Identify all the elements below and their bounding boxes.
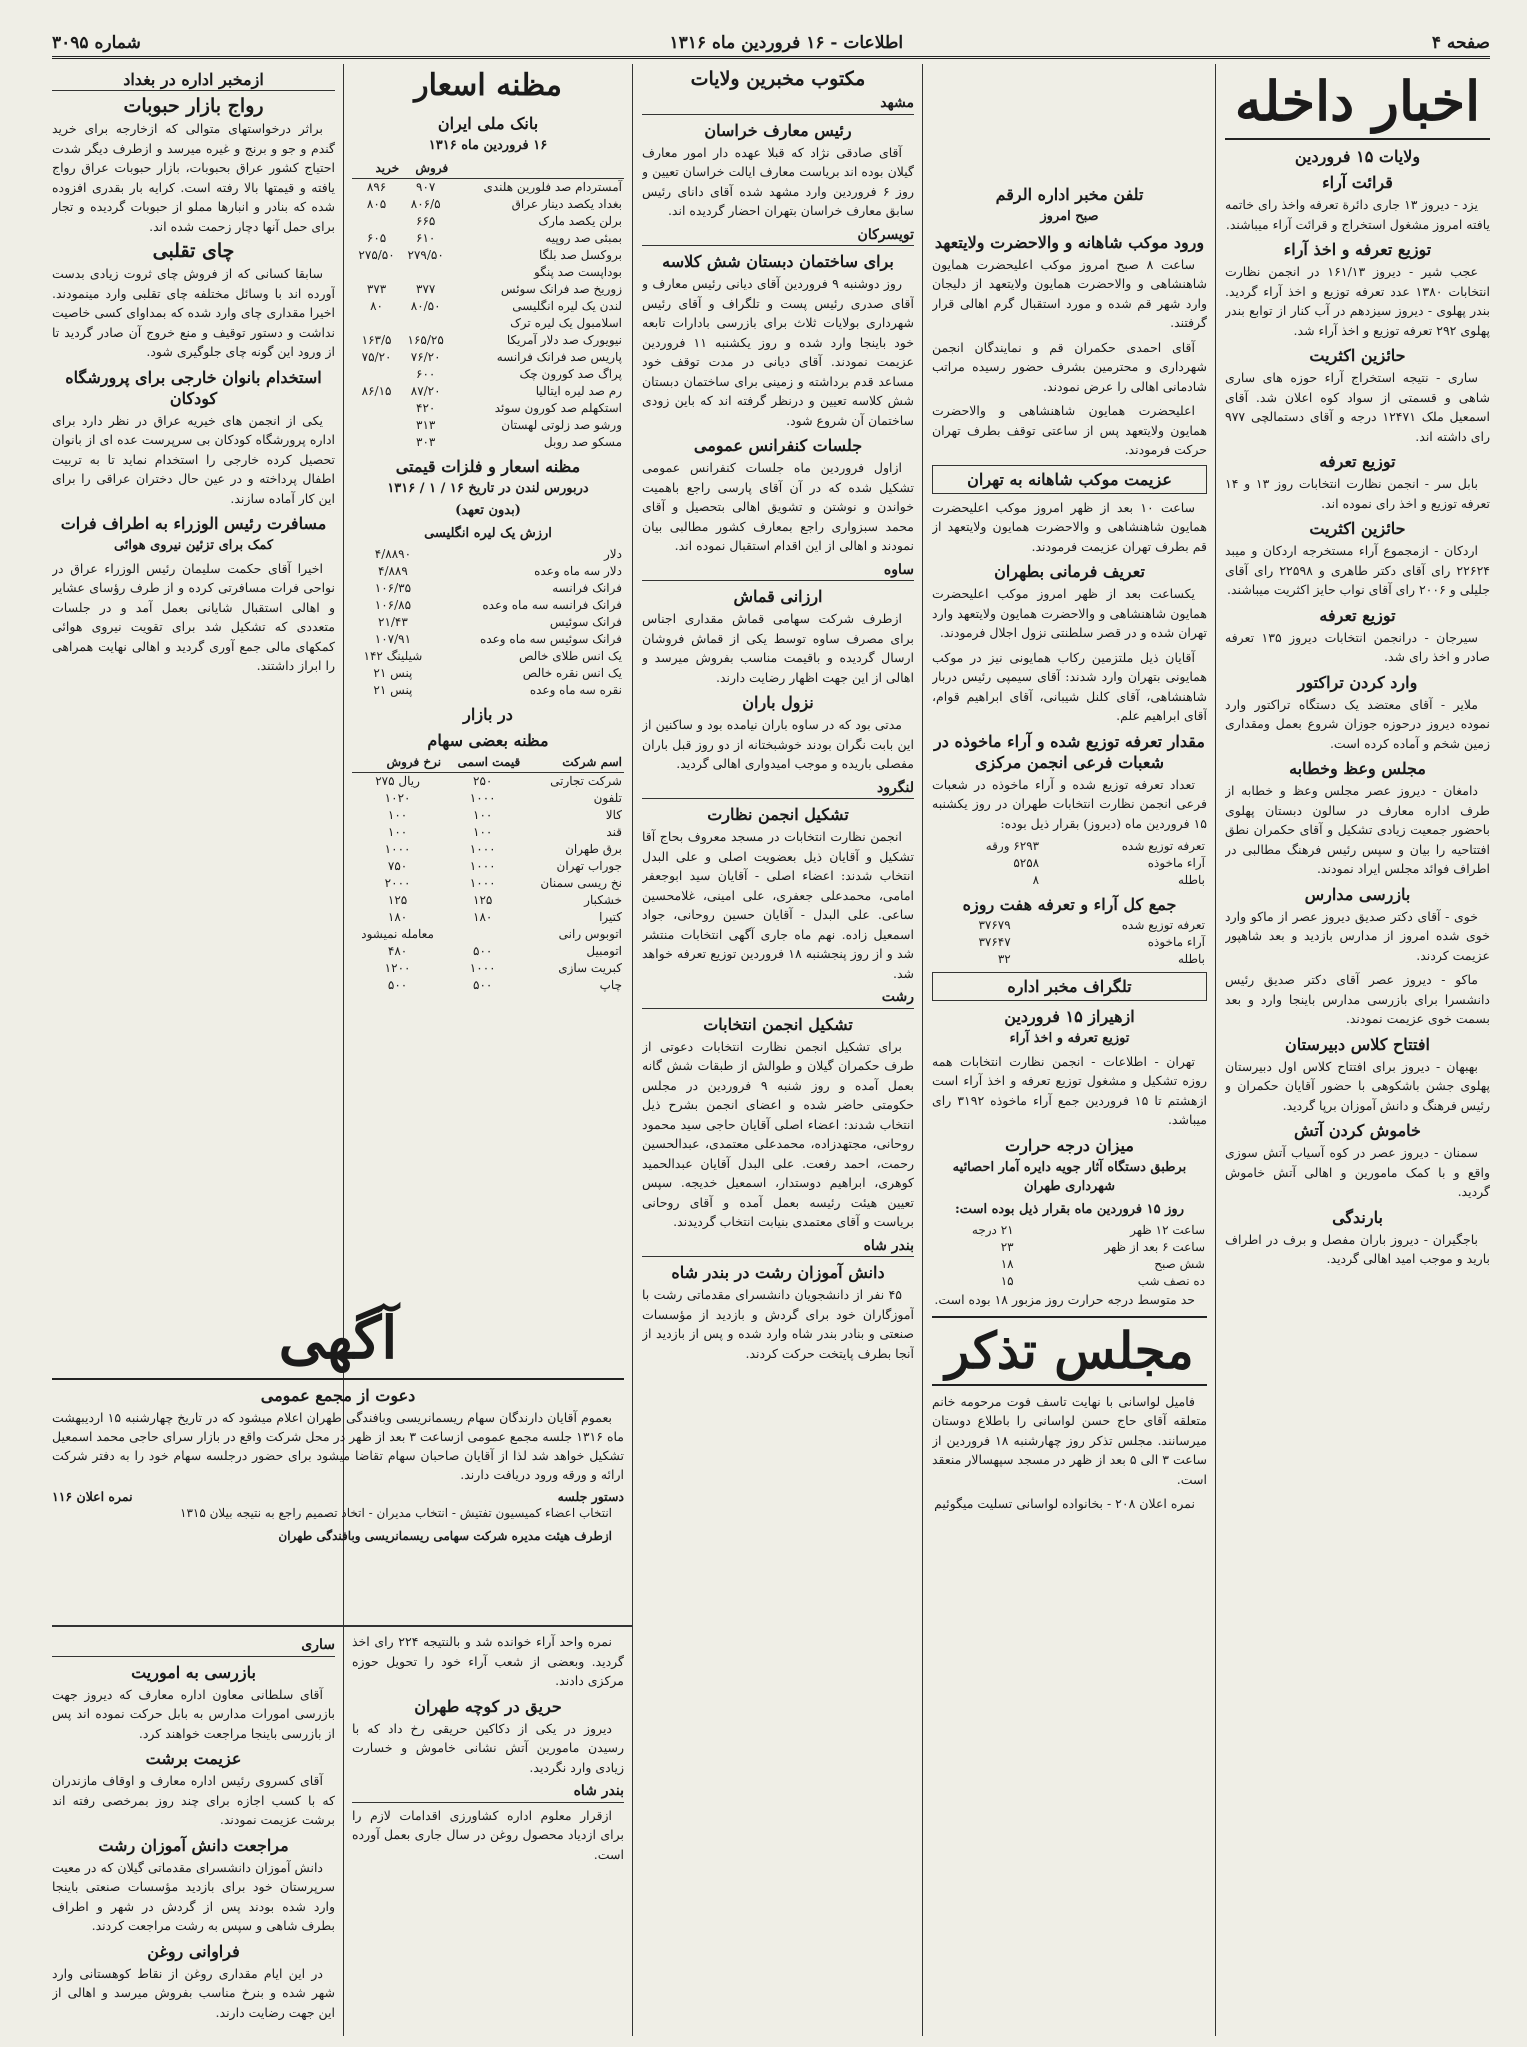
table-row: دلار سه ماه وعده ۴/۸۸۹ xyxy=(378,564,622,578)
table-header-row: اسم شرکت قیمت اسمی نرخ فروش xyxy=(352,753,624,773)
article-text: ۴۵ نفر از دانشجویان دانشسرای مقدماتی رشت با آموزگاران خود برای گردش و بازدید از مؤسسات صنعتی و بنادر بندر شاه وارد شده و پس از بازدید از آنجا بطرف پایتخت حرکت کردند. xyxy=(642,1287,914,1361)
table-row: باطله ۳۲ xyxy=(997,952,1205,966)
article-heading: خاموش کردن آتش xyxy=(1294,1121,1421,1140)
article-text: باجگیران - دیروز باران مفصل و برف در اطراف بارید و موجب امید اهالی گردید. xyxy=(1225,1231,1490,1266)
table-row: کالا ۱۰۰ ۱۰۰ xyxy=(387,808,622,822)
table-row: تعرفه توزیع شده ۳۷۶۷۹ xyxy=(978,918,1205,932)
article-text: آقای صادقی نژاد که قبلا عهده دار امور معارف گیلان بوده اند بریاست معارف ایالت خراسان تعیین و روز ۶ فروردین وارد مشهد شده آقای دانای رئیس سابق معارف خراسان بتهران احضار گردیده اند. xyxy=(642,144,914,218)
article-heading: چای تقلبی xyxy=(152,240,235,262)
column-divider xyxy=(343,1625,344,2036)
temperature-table xyxy=(932,1222,1207,1290)
article-heading: تشکیل انجمن نظارت xyxy=(707,805,849,824)
agenda-row xyxy=(52,1489,624,1504)
article-text: ازقرار معلوم اداره کشاورزی اقدامات لازم را برای ازدیاد محصول روغن در سال جاری بعمل آورده است. xyxy=(352,1807,624,1862)
table-row: چاپ ۵۰۰ ۵۰۰ xyxy=(387,978,622,992)
article-text: ماکو - دیروز عصر آقای دکتر صدیق رئیس دانشسرا برای بازرسی مدارس باینجا وارد و بعد بسمت خوی عزیمت نمودند. xyxy=(1225,972,1490,1026)
article-text: ساری - نتیجه استخراج آراء حوزه های ساری شاهی و قسمتی از سواد کوه اعلان شد. آقای اسمعیل ملک ۱۲۴۷۱ درجه و آقای دستمالچی ۹۷۷ رای داشته اند. xyxy=(1225,370,1490,444)
phone-report-subheading: صبح امروز xyxy=(1040,209,1099,224)
table-row: فرانک فرانسه سه ماه وعده ۱۰۶/۸۵ xyxy=(374,598,622,612)
domestic-news-column xyxy=(1225,64,1490,2036)
article-subheading: برطبق دستگاه آثار جویه دایره آمار احصائیه شهرداری طهران xyxy=(952,1159,1187,1194)
table-row: تعرفه توزیع شده ۶۲۹۳ ورقه xyxy=(985,839,1205,853)
article-heading: عزیمت موکب شاهانه به تهران xyxy=(932,465,1207,494)
table-row: باطله ۸ xyxy=(1032,873,1205,887)
section-divider xyxy=(52,1625,632,1627)
article-text: آقای کسروی رئیس اداره معارف و اوقاف مازندران که با کسب اجازه برای چند روز بمرخصی رفته اند برشت عزیمت نمودند. xyxy=(52,1773,335,1827)
phone-report-heading: تلفن مخبر اداره الرقم xyxy=(995,185,1144,204)
column-divider xyxy=(922,64,923,2036)
table-row: تلفون ۱۰۰۰ ۱۰۲۰ xyxy=(384,791,622,805)
article-text: یکساعت بعد از ظهر امروز موکب اعلیحضرت همایون شاهنشاهی و والاحضرت همایون ولایتعهد وارد تهران شده و در قصر سلطنتی نزول اجلال فرمودند. xyxy=(932,586,1207,640)
article-heading: قرائت آراء xyxy=(1322,173,1393,192)
article-heading: رئیس معارف خراسان xyxy=(704,120,852,140)
article-text: بابل سر - انجمن نظارت انتخابات روز ۱۳ و ۱۴ تعرفه توزیع و اخذ رای نموده اند. xyxy=(1225,476,1490,511)
column-divider xyxy=(1215,64,1216,2036)
page-title: اطلاعات - ۱۶ فروردین ماه ۱۳۱۶ xyxy=(669,33,904,53)
article-text: ساعت ۸ صبح امروز موکب اعلیحضرت همایون شاهنشاهی و والاحضرت همایون ولایتعهد از دلیجان وارد شهر قم شده و مورد استقبال گرم اهالی قرار گرفتند. xyxy=(932,256,1207,330)
table-row: قند ۱۰۰ ۱۰۰ xyxy=(387,825,622,839)
city-label: ساوه xyxy=(642,561,914,582)
article-heading: افتتاح کلاس دبیرستان xyxy=(1285,1034,1430,1054)
table-row: اسلامبول یک لیره ترک xyxy=(510,315,622,330)
memorial-text: فامیل لواسانی با نهایت تاسف فوت مرحومه خانم متعلقه آقای حاج حسن لواسانی را باطلاع دوستان میرسانند. مجلس تذکر روز چهارشنبه ۱۸ فروردین از ساعت ۳ الی ۵ بعد از ظهر در مسجد سپهسالار منعقد است. xyxy=(932,1393,1207,1487)
article-text: آقای سلطانی معاون اداره معارف که دیروز جهت بازرسی امورات مدارس به بابل حرکت نموده اند پس از بازرسی باینجا مراجعت خواهند کرد. xyxy=(52,1686,335,1741)
article-heading: برای ساختمان دبستان شش کلاسه xyxy=(662,252,894,271)
article-text: دیروز در یکی از دکاکین حریقی رخ داد که با رسیدن مامورین آتش نشانی خاموش و خسارت زیادی وارد نگردید. xyxy=(352,1720,624,1775)
table-row: ساعت ۱۲ ظهر ۲۱ درجه xyxy=(971,1223,1205,1237)
agenda-text: انتخاب اعضاء کمیسیون تفتیش - انتخاب مدیران - اتخاذ تصمیم راجع به نتیجه بیلان ۱۳۱۵ xyxy=(180,1506,612,1520)
table-row: ده نصف شب ۱۵ xyxy=(1000,1274,1205,1288)
table-row: آراء ماخوذه ۵۲۵۸ xyxy=(1013,856,1205,870)
article-heading: ارزانی قماش xyxy=(733,587,823,606)
table-row: ورشو صد زلوتی لهستان ۳۱۳ xyxy=(416,417,622,432)
article-text: حد متوسط درجه حرارت روز مزبور ۱۸ بوده است. xyxy=(934,1292,1195,1307)
page-number: صفحه ۴ xyxy=(1431,33,1490,53)
table-row: جوراب تهران ۱۰۰۰ ۷۵۰ xyxy=(387,859,622,873)
article-heading: بازرسی به اموریت xyxy=(131,1662,256,1682)
table-row: کتیرا ۱۸۰ ۱۸۰ xyxy=(387,910,622,924)
table-row: بوداپست صد پنگو xyxy=(534,264,622,279)
domestic-news-banner: اخبار داخله xyxy=(1225,64,1490,140)
article-heading: رواج بازار حبوبات xyxy=(123,95,264,117)
article-heading: توزیع تعرفه xyxy=(1319,452,1396,471)
article-heading: دانش آموزان رشت در بندر شاه xyxy=(671,1263,885,1282)
table-row: فرانک سوئیس ۲۱/۴۳ xyxy=(378,615,622,629)
article-heading: فراوانی روغن xyxy=(147,1941,240,1961)
city-label: لنگرود xyxy=(642,779,914,800)
table-row: یک انس طلای خالص ۱۴۲ شیلینگ xyxy=(363,649,622,663)
article-text: سیرجان - درانجمن انتخابات دیروز ۱۳۵ تعرفه صادر و اخذ رای شد. xyxy=(1225,629,1490,664)
table-row: فرانک فرانسه ۱۰۶/۳۵ xyxy=(374,581,622,595)
rates-date: ۱۶ فروردین ماه ۱۳۱۶ xyxy=(428,138,548,153)
table-row: دلار ۴/۸۸۹۰ xyxy=(374,547,622,561)
provincial-correspondents-banner: مکتوب مخبرین ولایات xyxy=(690,68,866,90)
article-heading: عزیمت برشت xyxy=(145,1749,242,1768)
table-row: یک انس نقره خالص ۲۱ پنس xyxy=(373,666,622,680)
table-row: نخ ریسی سمنان ۱۰۰۰ ۲۰۰۰ xyxy=(384,876,622,890)
table-row: رم صد لیره ایتالیا ۸۷/۲۰ ۸۶/۱۵ xyxy=(361,383,622,398)
table-row: آمستردام صد فلورین هلندی ۹۰۷ ۸۹۶ xyxy=(366,179,622,194)
article-heading: استخدام بانوان خارجی برای پرورشگاه کودکان xyxy=(65,367,322,408)
article-heading: حائزین اکثریت xyxy=(1309,346,1406,365)
article-heading: حائزین اکثریت xyxy=(1309,519,1406,538)
article-text: یزد - دیروز ۱۳ جاری دائرة تعرفه واخذ رای خاتمه یافته امروز مشغول استخراج و قرائت آراء میباشند. xyxy=(1225,197,1490,232)
metals-subheading: دربورس لندن در تاریخ ۱۶ / ۱ / ۱۳۱۶ xyxy=(387,480,589,496)
article-heading: تعریف فرمانی بطهران xyxy=(994,562,1145,581)
city-label: تویسرکان xyxy=(642,226,914,247)
table-row: ساعت ۶ بعد از ظهر ۲۳ xyxy=(1000,1240,1205,1254)
royal-news-column xyxy=(932,64,1207,2036)
article-text: ساعت ۱۰ بعد از ظهر امروز موکب اعلیحضرت همایون شاهنشاهی و والاحضرت همایون ولایتعهد از قم بطرف تهران عزیمت فرمودند. xyxy=(932,499,1207,554)
table-row: نقره سه ماه وعده ۲۱ پنس xyxy=(373,683,622,697)
advertisement-text: بعموم آقایان دارندگان سهام ریسمانریسی وبافندگی طهران اعلام میشود که در تاریخ چهارشنبه ۱۵ اردیبهشت ماه ۱۳۱۶ جلسه مجمع عمومی ازساعت ۳ بعد از ظهر در محل شرکت واقع در بازار سرای حاجی محمد اسمعیل تشکیل خواهد شد لذا از آقایان صاحبان سهام تقاضا میشود برای حضور درجلسه سهام خود را به دفتر شرکت ارائه و ورقه ورود دریافت دارند. xyxy=(52,1410,624,1482)
currency-rates-table xyxy=(352,159,624,451)
shares-table xyxy=(352,753,624,994)
article-text: تعداد تعرفه توزیع شده و آراء ماخوذه در شعبات فرعی انجمن نظارت انتخابات طهران در روز یکشنبه ۱۵ فروردین ماه (دیروز) بقرار ذیل بوده: xyxy=(932,776,1207,831)
advertisement-signature: ازطرف هیئت مدیره شرکت سهامی ریسمانریسی وبافندگی طهران xyxy=(278,1529,612,1543)
table-row: نیویورک صد دلار آمریکا ۱۶۵/۲۵ ۱۶۳/۵ xyxy=(361,332,622,347)
lower-news-column-left xyxy=(52,1632,335,2032)
article-heading: ازهیراز ۱۵ فروردین xyxy=(1004,1007,1135,1026)
article-heading: مقدار تعرفه توزیع شده و آراء ماخوذه در شعبات فرعی انجمن مرکزی xyxy=(934,731,1205,772)
daily-tally-table xyxy=(932,838,1207,889)
table-row: آراء ماخوذه ۳۷۶۴۷ xyxy=(978,935,1205,949)
article-text: ازاول فروردین ماه جلسات کنفرانس عمومی تشکیل شده که در آن آقای پارسی راجع باهمیت خواندن و نوشتن و تشویق اهالی بتحصیل و آقای محمد سبزواری راجع بمعارف کشور مطالبی بیان نمودند و اهالی از این اقدام استقبال نموده اند. xyxy=(642,460,914,553)
city-label: رشت xyxy=(642,988,914,1009)
article-heading: بازرسی مدارس xyxy=(1304,884,1411,904)
article-text: خوی - آقای دکتر صدیق دیروز عصر از ماکو وارد خوی شده امروز از مدارس بازدید و بعد شاهپور عزیمت کردند. xyxy=(1225,908,1490,963)
metals-heading: مظنه اسعار و فلزات قیمتی xyxy=(395,456,581,476)
article-text: اعلیحضرت همایون شاهنشاهی و والاحضرت همایون ولایتعهد پس از ساعتی توقف بطرف تهران حرکت فرمودند. xyxy=(932,403,1207,457)
article-text: اردکان - ازمجموع آراء مستخرجه اردکان و میبد ۲۲۶۲۴ رای آقای دکتر طاهری و ۲۲۵۹۸ رای آقای جلیلی و ۲۰۰۶ رای آقای نواب حایز اکثریت میباشند. xyxy=(1225,543,1490,597)
table-row: پاریس صد فرانک فرانسه ۷۶/۲۰ ۷۵/۲۰ xyxy=(361,349,622,364)
advertisement-box xyxy=(52,1298,624,1618)
article-text: یکی از انجمن های خیریه عراق در نظر دارد برای اداره پرورشگاه کودکان بی سرپرست عده ای از بانوان تحصیل کرده خارجی را استخدام نماید تا به تربیت اطفال پرداخته و در عین حال دختران عراقی را برای این کار آماده سازند. xyxy=(52,412,335,506)
article-heading: مجلس وعظ وخطابه xyxy=(1289,759,1426,778)
article-heading: جمع کل آراء و تعرفه هفت روزه xyxy=(962,895,1177,914)
table-row: فرانک سوئیس سه ماه وعده ۱۰۷/۹۱ xyxy=(374,632,622,646)
article-heading: جلسات کنفرانس عمومی xyxy=(693,436,863,455)
city-label: بندر شاه xyxy=(642,1237,914,1258)
article-text: آقای احمدی حکمران قم و نمایندگان انجمن شهرداری و محترمین بشرف حضور رسیده مراتب شادمانی اهالی را عرض نمودند. xyxy=(932,339,1207,394)
article-text: مدتی بود که در ساوه باران نیامده بود و ساکنین از این بابت نگران بودند خوشبختانه از دو روز قبل باران مفصلی باریده و موجب امیدواری اهالی گردید. xyxy=(642,717,914,771)
page-header xyxy=(52,30,1490,59)
article-heading: مراجعت دانش آموزان رشت xyxy=(98,1835,289,1855)
table-row: اتوبوس رانی معامله نمیشود xyxy=(361,927,622,941)
table-row: پراگ صد کورون چک ۶۰۰ xyxy=(416,366,622,381)
exchange-rates-banner: مظنه اسعار xyxy=(414,68,562,103)
table-row: خشکبار ۱۲۵ ۱۲۵ xyxy=(387,893,622,907)
article-heading: توزیع تعرفه و اخذ آراء xyxy=(1283,240,1432,259)
article-text: نمره واحد آراء خوانده شد و بالنتیجه ۲۲۴ رای اخذ گردید. وبعضی از شعب آراء خود را تحویل حوزه مرکزی دادند. xyxy=(352,1634,624,1688)
table-row: لندن یک لیره انگلیسی ۸۰/۵۰ ۸۰ xyxy=(370,298,622,313)
table-row: زوریخ صد فرانک سوئس ۳۷۷ ۳۷۳ xyxy=(366,281,622,296)
city-label: ساری xyxy=(52,1636,335,1657)
article-text: روز دوشنبه ۹ فروردین آقای دیانی رئیس معارف و آقای صدری رئیس پست و تلگراف و آقای رئیس شهرداری بولایات ثلاث برای بازرسی بادارات تابعه خود باینجا وارد شده و روز یکشنبه ۱۱ فروردین عزیمت نمودند. آقای دیانی در مدت توقف خود مساعد قدم برداشته و زمینی برای ساختمان دبستان شش کلاسه تعیین و درنظر گرفته اند که باین زودی ساختمان آن شروع شود. xyxy=(642,276,914,428)
agenda-title: دستور جلسه xyxy=(557,1489,624,1504)
table-row: مسکو صد روبل ۳۰۳ xyxy=(416,434,622,449)
article-text: براثر درخواستهای متوالی که ازخارجه برای خرید گندم و جو و برنج و غیره میرسد و ازطرف دیگر شدت احتیاج کشور عراق بحبوبات، بازار حبوبات عراق رواج یافته و قیمتها بالا رفته است. کرایه بار بقدری افزوده شده که بنادر و انبارها مملو از حبوبات گردیده و تجار برای حمل آنها دچار زحمت شده اند. xyxy=(52,121,335,234)
article-heading: تشکیل انجمن انتخابات xyxy=(703,1014,853,1034)
provinces-heading: ولایات ۱۵ فروردین xyxy=(1294,147,1421,166)
column-divider xyxy=(632,64,633,2036)
table-header-row: فروش خرید xyxy=(352,159,624,179)
article-text: برای تشکیل انجمن نظارت انتخابات دعوتی از طرف حکمران گیلان و طوالش از طبقات شش گانه بعمل آمده و روز شنبه ۹ فروردین در مجلس حکومتی حاضر شده و اعضای انجمن بشرح ذیل انتخاب شدند: اعضاء اصلی آقایان حاجی سید محمود روحانی، مجتهدزاده، محمدعلی معتمدی، عبدالحسین رحمت، احمد رفعت. علی البدل آقایان عبدالحمید کوهری، ابراهیم دوستدار، اسمعیل خدیجه. سپس تعیین هیئت رئیسه بعمل آمده و آقای روحانی بریاست و آقای معتمدی بنیابت انتخاب گردیدند. xyxy=(642,1038,914,1229)
article-heading: نزول باران xyxy=(742,693,814,712)
article-heading: وارد کردن تراکتور xyxy=(1297,672,1418,692)
city-label: مشهد xyxy=(642,94,914,115)
advertisement-number: نمره اعلان ۱۱۶ xyxy=(52,1489,133,1504)
article-text: سمنان - دیروز عصر در کوه آسیاب آتش سوزی واقع و با کمک مامورین و اهالی آتش خاموش گردید. xyxy=(1225,1145,1490,1199)
bank-name: بانک ملی ایران xyxy=(437,114,539,133)
article-heading: ورود موکب شاهانه و والاحضرت ولایتعهد xyxy=(934,232,1205,252)
market-heading: در بازار xyxy=(463,705,513,724)
table-row: برلن یکصد مارک ۶۶۵ xyxy=(416,213,622,228)
article-heading: حریق در کوچه طهران xyxy=(414,1696,562,1716)
city-label: بندر شاه xyxy=(352,1782,624,1803)
article-text: عجب شیر - دیروز ۱۶۱/۱۳ در انجمن نظارت انتخابات ۱۳۸۰ عدد تعرفه توزیع و اخذ آراء گردید. بندر پهلوی - دیروز سیزدهم در آب کنار از توابع بندر پهلوی ۲۹۲ تعرفه توزیع و اخذ آراء شد. xyxy=(1225,264,1490,338)
table-row: استکهلم صد کورون سوئد ۴۲۰ xyxy=(416,400,622,415)
article-text: دانش آموزان دانشسرای مقدماتی گیلان که در معیت سرپرستان خود برای بازدید مؤسسات صنعتی باینجا وارد شده بودند پس از گردش در شهر و اطراف بطرف شاهی و سپس به رشت مراجعت کردند. xyxy=(52,1859,335,1933)
article-heading: بارندگی xyxy=(1332,1207,1383,1227)
article-subheading: کمک برای تزئین نیروی هوائی xyxy=(113,538,274,553)
article-text: آقایان ذیل ملتزمین رکاب همایونی نیز در موکب همایونی بتهران وارد شدند: آقای سیمپی رئیس دربار شاهنشاهی، آقای کلنل شیبانی، آقای ابراهیم قوام، آقای ابراهیم علم. xyxy=(932,649,1207,723)
article-text: ازطرف شرکت سهامی قماش مقداری اجناس برای مصرف ساوه توسط یکی از قماش فروشان ارسال گردیده و باقیمت مناسب بفروش میرسد و اهالی از این جهت اظهار رضایت دارند. xyxy=(642,611,914,685)
issue-number: شماره ۳۰۹۵ xyxy=(52,33,141,53)
article-text: ملایر - آقای معتضد یک دستگاه تراکتور وارد نموده دیروز درحوزه جوزان شروع بعمل ومقداری زمین شخم و آماده کرده است. xyxy=(1225,696,1490,751)
baghdad-banner: ازمخبر اداره در بغداد xyxy=(52,69,335,91)
article-heading: مسافرت رئیس الوزراء به اطراف فرات xyxy=(60,514,327,533)
metals-table xyxy=(352,546,624,699)
table-row: بغداد یکصد دینار عراق ۸۰۶/۵ ۸۰۵ xyxy=(366,196,622,211)
pound-value-heading: ارزش یک لیره انگلیسی xyxy=(424,525,552,541)
article-heading: تلگراف مخبر اداره xyxy=(932,972,1207,1001)
memorial-banner: مجلس تذکر xyxy=(932,1316,1207,1386)
exchange-rates-column xyxy=(352,64,624,1294)
table-row: بمبئی صد روپیه ۶۱۰ ۶۰۵ xyxy=(366,230,622,245)
table-row: بروکسل صد بلگا ۲۷۹/۵۰ ۲۷۵/۵۰ xyxy=(358,247,622,262)
provincial-correspondents-column xyxy=(642,64,914,2036)
article-heading: میزان درجه حرارت xyxy=(1005,1135,1134,1155)
table-row: برق طهران ۱۰۰۰ ۱۰۰۰ xyxy=(384,842,622,856)
article-subheading: توزیع تعرفه و اخذ آراء xyxy=(1009,1031,1130,1046)
advertisement-banner: آگهی xyxy=(52,1298,624,1380)
table-row: اتومبیل ۵۰۰ ۴۸۰ xyxy=(387,944,622,958)
article-text: اخیرا آقای حکمت سلیمان رئیس الوزراء عراق در نواحی فرات مسافرتی کرده و از طرف رؤسای عشایر و اهالی استقبال شایانی بعمل آمد و در جلسات متعددی که تشکیل شد برای تقویت نیروی هوائی کمکهای مالی جمع آوری گردید و اهالی نهایت همراهی را ابراز داشتند. xyxy=(52,560,335,673)
article-text: انجمن نظارت انتخابات در مسجد معروف بحاج آقا تشکیل و آقایان ذیل بعضویت اصلی و علی البدل انتخاب شدند: اعضاء اصلی - آقایان سید ابوجعفر امامی، محمدعلی جعفری، علی امینی، غلامحسین ساعی. علی البدل - آقایان حسین روحانی، جواد اسمعیل زاده. نهم ماه جاری آگهی انتخابات منتشر شد و از روز پنجشنبه ۱۸ فروردین توزیع تعرفه خواهد شد. xyxy=(642,829,914,981)
shares-heading: مظنه بعضی سهام xyxy=(427,731,549,750)
article-heading: توزیع تعرفه xyxy=(1319,605,1396,625)
advertisement-title: دعوت از مجمع عمومی xyxy=(260,1386,416,1405)
lower-news-column-right xyxy=(352,1632,624,2032)
article-text: دامغان - دیروز عصر مجلس وعظ و خطابه از طرف اداره معارف در سالون دبستان پهلوی باحضور جمعیت زیادی تشکیل و آقای حکمران نطق افتتاحیه را بیان و سپس رئیس فرهنگ مطالبی در اطراف فوائد مجلس ایراد نمودند. xyxy=(1225,783,1490,876)
metals-note: (بدون تعهد) xyxy=(455,503,521,518)
article-subheading: روز ۱۵ فروردین ماه بقرار ذیل بوده است: xyxy=(955,1201,1184,1217)
article-text: تهران - اطلاعات - انجمن نظارت انتخابات همه روزه تشکیل و مشغول توزیع تعرفه و اخذ آراء است ازهشتم تا ۱۵ فروردین جمع آراء ماخوذه ۳۱۹۲ رای میباشد. xyxy=(932,1053,1207,1127)
article-text: در این ایام مقداری روغن از نقاط کوهستانی وارد شهر شده و بنرخ مناسب بفروش میرسد و اهالی از این جهت رضایت دارند. xyxy=(52,1965,335,2020)
table-row: کبریت سازی ۱۰۰۰ ۱۲۰۰ xyxy=(384,961,622,975)
article-text: بهبهان - دیروز برای افتتاح کلاس اول دبیرستان پهلوی جشن باشکوهی با حضور آقایان حکمران و رئیس فرهنگ و دانش آموزان برپا گردید. xyxy=(1225,1058,1490,1113)
memorial-footer: نمره اعلان ۲۰۸ - بخانواده لواسانی تسلیت میگوئیم xyxy=(934,1496,1195,1511)
table-row: شش صبح ۱۸ xyxy=(1000,1257,1205,1271)
article-text: سابقا کسانی که از فروش چای ثروت زیادی بدست آورده اند با وسائل مختلفه چای تقلبی وارد مینمودند. اخیرا مقداری چای وارد شده که بمداوای کسی خاصیت نداشت و دستور توقیف و منع خروج آن صادر گردید تا از ورود این گونه چای جلوگیری شود. xyxy=(52,266,335,359)
weekly-tally-table xyxy=(932,917,1207,968)
table-row: شرکت تجارتی ۲۵۰ ۲۷۵ ریال xyxy=(375,774,622,788)
